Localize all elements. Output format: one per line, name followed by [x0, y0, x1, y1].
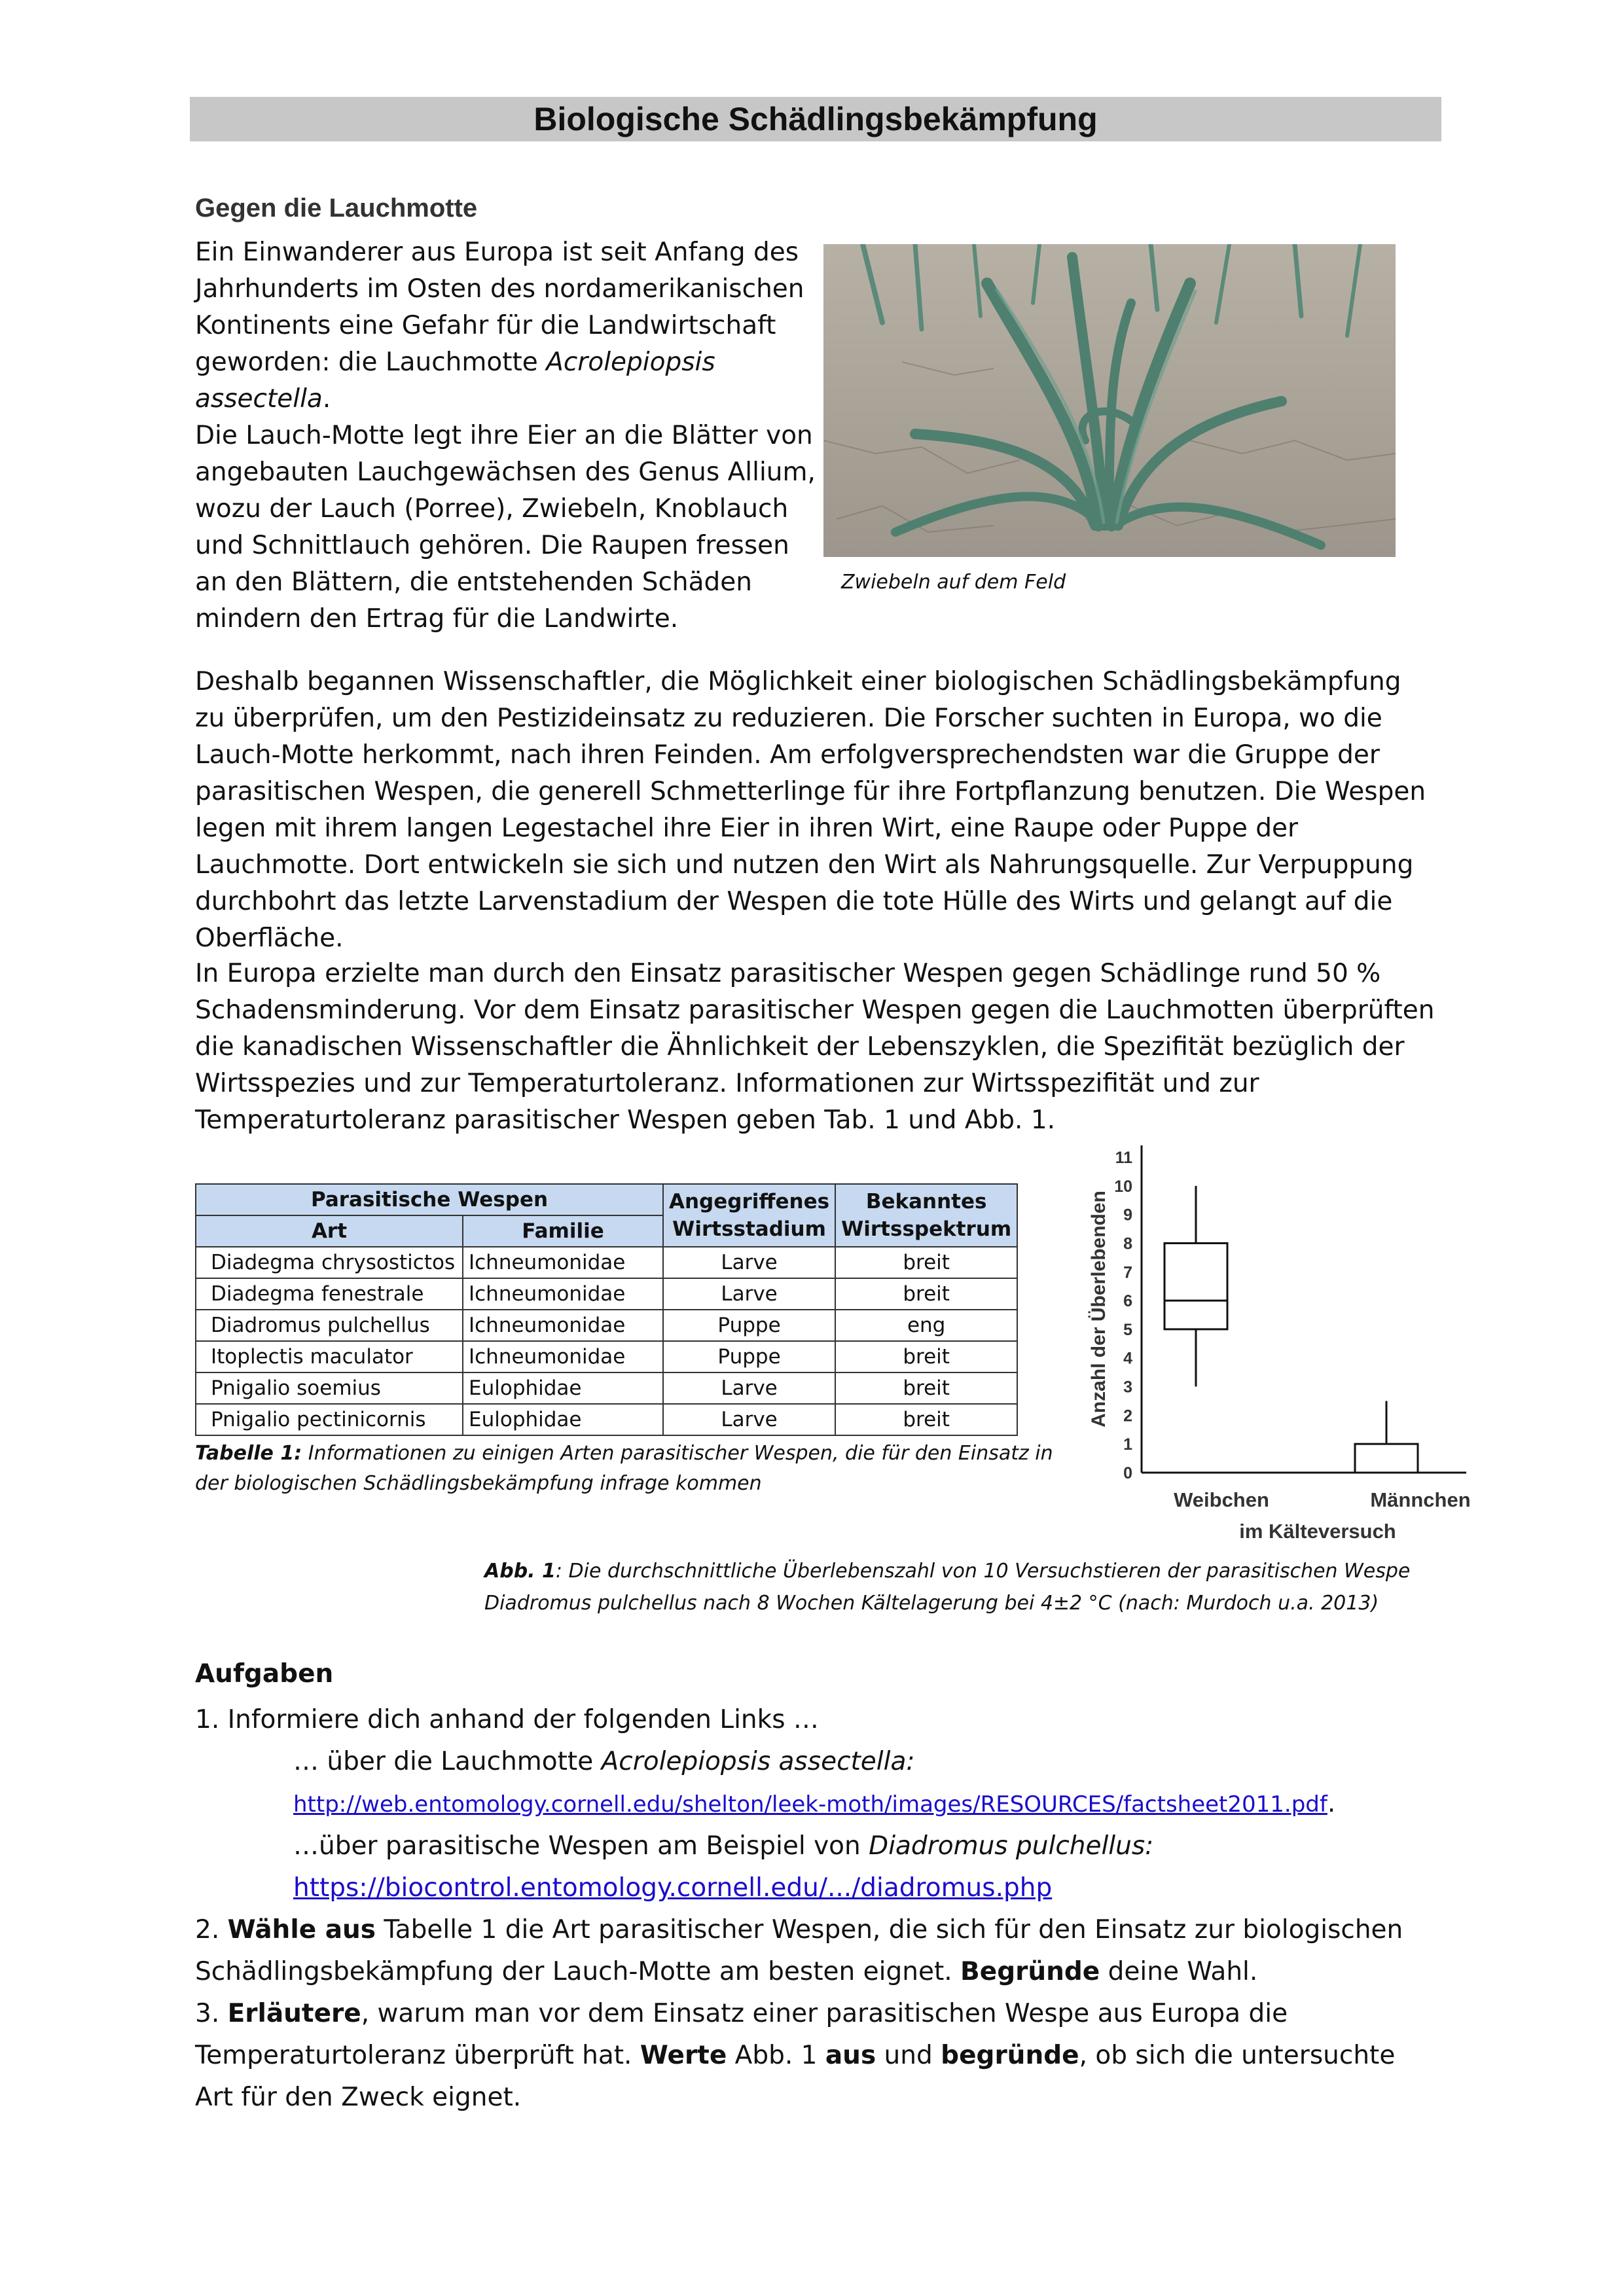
species-name: Acrolepiopsis assectella: [195, 348, 715, 414]
y-tick-label: 7: [1123, 1263, 1132, 1282]
y-tick-label: 8: [1123, 1234, 1132, 1253]
box-maennchen: [1355, 1401, 1418, 1473]
y-tick-label: 11: [1115, 1149, 1132, 1167]
diadromus-link[interactable]: https://biocontrol.entomology.cornell.edu/.../diadromus.php: [293, 1873, 1053, 1903]
onion-field-illustration: [823, 244, 1396, 557]
y-axis-label: Anzahl der Überlebenden: [1088, 1191, 1110, 1427]
task-1a-link-line: http://web.entomology.cornell.edu/shelton/leek-moth/images/RESOURCES/factsheet2011.pdf.: [293, 1789, 1336, 1818]
page-title: Biologische Schädlingsbekämpfung: [533, 101, 1098, 137]
table-header-familie: Familie: [463, 1215, 663, 1247]
wasp-table: [195, 1183, 1018, 1436]
y-tick-label: 5: [1123, 1320, 1132, 1339]
y-tick-label: 2: [1123, 1407, 1132, 1426]
intro-paragraph-2: Die Lauch-Motte legt ihre Eier an die Blätter von angebauten Lauchgewächsen des Genus Allium, wozu der Lauch (Porree), Zwiebeln, Knoblauch und Schnittlauch gehören. Die Raupen fressen an den Blättern, die entstehenden Schäden mindern den Ertrag für die Landwirte.: [195, 421, 816, 634]
paragraph-2: Deshalb begannen Wissenschaftler, die Möglichkeit einer biologischen Schädlingsbekämpfung zu überprüfen, um den Pestizideinsatz zu reduzieren. Die Forscher suchten in Europa, wo die Lauch-Motte herkommt, nach ihren Feinden. Am erfolgversprechendsten war die Gruppe der parasitischen Wespen, die generell Schmetterlinge für ihre Fortpflanzung benutzen. Die Wespen legen mit ihrem langen Legestachel ihre Eier in ihren Wirt, eine Raupe oder Puppe der Lauchmotte. Dort entwickeln sie sich und nutzen den Wirt als Nahrungsquelle. Zur Verpuppung durchbohrt das letzte Larvenstadium der Wespen die tote Hülle des Wirts und gelangt auf die Oberfläche.: [195, 667, 1426, 953]
tasks-section: [195, 1656, 1439, 2119]
task-3: 3. Erläutere, warum man vor dem Einsatz einer parasitischen Wespe aus Europa die Temperaturtoleranz überprüft hat. Werte Abb. 1 aus und begründe, ob sich die untersuchte Art für den Zweck eignet.: [195, 1999, 1396, 2112]
y-tick-label: 3: [1123, 1378, 1132, 1397]
y-axis-ticks: [1114, 1149, 1132, 1482]
intro-text: [195, 234, 817, 637]
table-header-spektrum: Bekanntes Wirtsspektrum: [835, 1184, 1017, 1247]
x-category-label: Weibchen: [1174, 1488, 1269, 1511]
title-bar: [190, 97, 1441, 141]
table-row: Pnigalio pectinicornis Eulophidae Larve breit: [196, 1404, 1017, 1435]
y-tick-label: 6: [1123, 1292, 1132, 1311]
box-body: [1164, 1243, 1227, 1329]
photo-caption: Zwiebeln auf dem Feld: [841, 571, 1066, 594]
survival-boxplot: [1074, 1139, 1479, 1545]
task-1: 1. Informiere dich anhand der folgenden Links …: [195, 1705, 819, 1734]
table-group-header: Parasitische Wespen: [196, 1184, 663, 1215]
y-tick-label: 10: [1114, 1177, 1132, 1196]
x-axis-categories: [1174, 1488, 1471, 1511]
table-row: Diadromus pulchellus Ichneumonidae Puppe eng: [196, 1310, 1017, 1341]
tasks-heading: Aufgaben: [195, 1659, 334, 1689]
box-body: [1355, 1444, 1418, 1473]
task-2: 2. Wähle aus Tabelle 1 die Art parasitischer Wespen, die sich für den Einsatz zur biologischen Schädlingsbekämpfung der Lauch-Motte am besten eignet. Begründe deine Wahl.: [195, 1915, 1403, 1986]
task-1b-link-line: [195, 1867, 1439, 1909]
x-axis-label: im Kälteversuch: [1239, 1520, 1396, 1543]
intro-paragraph-1: Ein Einwanderer aus Europa ist seit Anfang des Jahrhunderts im Osten des nordamerikanischen Kontinents eine Gefahr für die Landwirtschaft geworden: die Lauchmotte Acrolepiopsis assectella.: [195, 238, 804, 414]
figure-caption: Abb. 1: Die durchschnittliche Überlebenszahl von 10 Versuchstieren der parasitischen Wespe Diadromus pulchellus nach 8 Wochen Kältelagerung bei 4±2 °C (nach: Murdoch u.a. 2013): [484, 1560, 1411, 1615]
table-header-art: Art: [196, 1215, 463, 1247]
table-header-stadium: Angegriffenes Wirtsstadium: [663, 1184, 835, 1247]
table-row: Itoplectis maculator Ichneumonidae Puppe breit: [196, 1341, 1017, 1372]
table-row: Diadegma fenestrale Ichneumonidae Larve breit: [196, 1278, 1017, 1310]
leek-moth-factsheet-link[interactable]: http://web.entomology.cornell.edu/shelton/leek-moth/images/RESOURCES/factsheet2011.pdf: [293, 1791, 1327, 1818]
task-1b: …über parasitische Wespen am Beispiel von Diadromus pulchellus:: [293, 1831, 1154, 1861]
table-caption: Tabelle 1: Informationen zu einigen Arten parasitischer Wespen, die für den Einsatz in der biologischen Schädlingsbekämpfung infrage kommen: [195, 1442, 1053, 1495]
y-tick-label: 0: [1123, 1464, 1132, 1482]
y-tick-label: 1: [1123, 1435, 1132, 1454]
y-tick-label: 4: [1123, 1349, 1132, 1368]
x-category-label: Männchen: [1370, 1488, 1471, 1511]
box-weibchen: [1164, 1186, 1227, 1387]
boxes: [1164, 1186, 1418, 1473]
table-row: Pnigalio soemius Eulophidae Larve breit: [196, 1372, 1017, 1404]
task-1a: … über die Lauchmotte Acrolepiopsis assectella:: [293, 1747, 915, 1776]
y-tick-label: 9: [1123, 1206, 1132, 1225]
onion-field-photo: [823, 244, 1396, 557]
table-row: Diadegma chrysostictos Ichneumonidae Larve breit: [196, 1247, 1017, 1278]
section-heading: Gegen die Lauchmotte: [195, 194, 478, 223]
paragraph-3: In Europa erzielte man durch den Einsatz parasitischer Wespen gegen Schädlinge rund 50 % Schadensminderung. Vor dem Einsatz parasitischer Wespen gegen die Lauchmotten überprüften die kanadischen Wissenschaftler die Ähnlichkeit der Lebenszyklen, die Spezifität bezüglich der Wirtsspezies und zur Temperaturtoleranz. Informationen zur Wirtsspezifität und zur Temperaturtoleranz parasitischer Wespen geben Tab. 1 und Abb. 1.: [195, 959, 1435, 1135]
